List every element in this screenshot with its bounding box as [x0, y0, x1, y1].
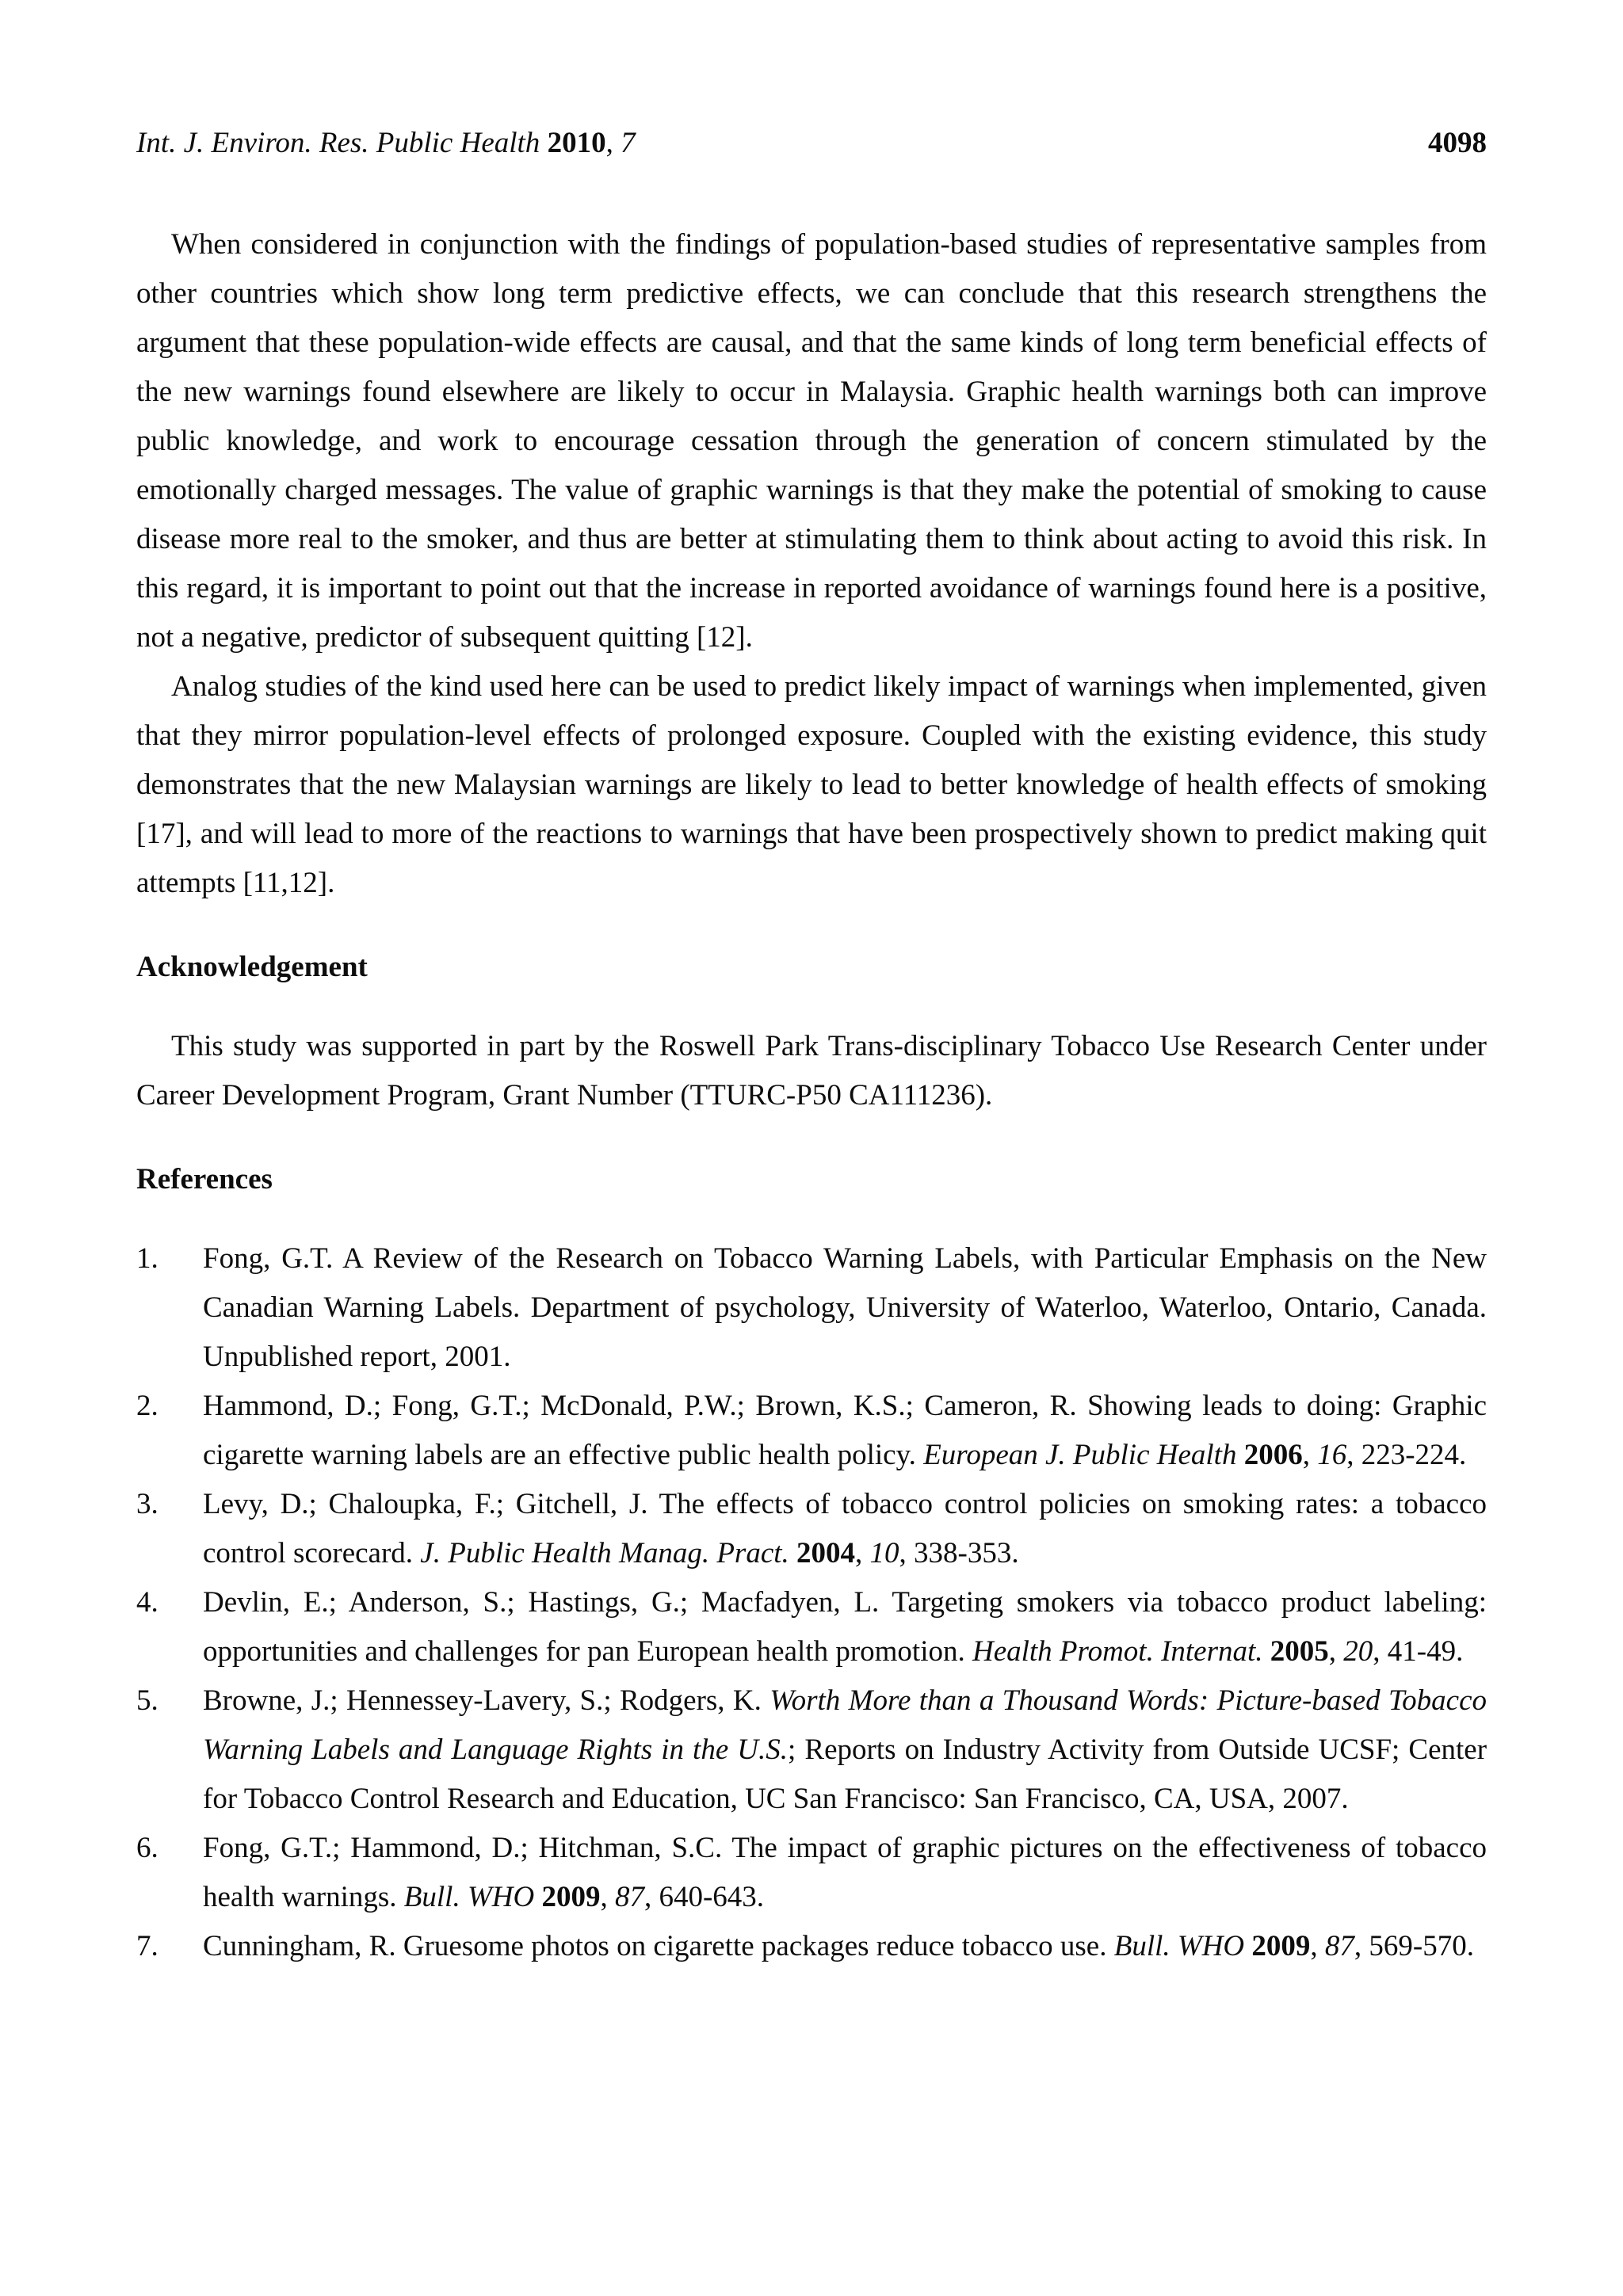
reference-text: Levy, D.; Chaloupka, F.; Gitchell, J. The effects of tobacco control policies on smoking rates: a tobacco control scorecard. J. Public Health Manag. Pract. 2004, 10, 338-353. — [203, 1488, 1487, 1569]
paragraph-1: When considered in conjunction with the findings of population-based studies of representative samples from other countries which show long term predictive effects, we can conclude that this research strengthens the argument that these population-wide effects are causal, and that the same kinds of long term beneficial effects of the new warnings found elsewhere are likely to occur in Malaysia. Graphic health warnings both can improve public knowledge, and work to encourage cessation through the generation of concern stimulated by the emotionally charged messages. The value of graphic warnings is that they make the potential of smoking to cause disease more real to the smoker, and thus are better at stimulating them to think about acting to avoid this risk. In this regard, it is important to point out that the increase in reported avoidance of warnings found here is a positive, not a negative, predictor of subsequent quitting [12]. — [136, 228, 1487, 654]
reference-number: 4. — [136, 1586, 158, 1619]
reference-number: 5. — [136, 1684, 158, 1717]
acknowledgement-paragraph: This study was supported in part by the Roswell Park Trans-disciplinary Tobacco Use Research Center under Career Development Program, Grant Number (TTURC-P50 CA111236). — [136, 1030, 1487, 1112]
reference-number: 2. — [136, 1390, 158, 1422]
reference-text: Devlin, E.; Anderson, S.; Hastings, G.; Macfadyen, L. Targeting smokers via tobacco product labeling: opportunities and challenges for pan European health promotion. Health Promot. Internat. 2005, 20, 41-49. — [203, 1586, 1487, 1668]
page-number: 4098 — [1428, 127, 1487, 159]
reference-number: 7. — [136, 1930, 158, 1962]
reference-item — [136, 1578, 1487, 1676]
reference-item — [136, 1922, 1487, 1971]
section-heading-acknowledgement: Acknowledgement — [136, 951, 368, 983]
page-header — [136, 119, 1487, 168]
reference-number: 3. — [136, 1488, 158, 1520]
reference-text: Hammond, D.; Fong, G.T.; McDonald, P.W.; Brown, K.S.; Cameron, R. Showing leads to doing: Graphic cigarette warning labels are an effective public health policy. European J. Public Health 2006, 16, 223-224. — [203, 1390, 1487, 1471]
reference-number: 6. — [136, 1832, 158, 1864]
reference-item — [136, 1234, 1487, 1382]
reference-item — [136, 1382, 1487, 1480]
reference-item — [136, 1824, 1487, 1922]
reference-text: Cunningham, R. Gruesome photos on cigarette packages reduce tobacco use. Bull. WHO 2009, 87, 569-570. — [203, 1930, 1474, 1962]
section-heading-references: References — [136, 1163, 273, 1196]
journal-citation: Int. J. Environ. Res. Public Health 2010, 7 — [136, 127, 636, 159]
article-body — [136, 220, 1487, 1971]
reference-text: Browne, J.; Hennessey-Lavery, S.; Rodgers, K. Worth More than a Thousand Words: Picture-based Tobacco Warning Labels and Language Rights in the U.S.; Reports on Industry Activity from Outside UCSF; Center for Tobacco Control Research and Education, UC San Francisco: San Francisco, CA, USA, 2007. — [203, 1684, 1487, 1815]
reference-list — [136, 1234, 1487, 1971]
reference-text: Fong, G.T. A Review of the Research on Tobacco Warning Labels, with Particular Emphasis on the New Canadian Warning Labels. Department of psychology, University of Waterloo, Waterloo, Ontario, Canada. Unpublished report, 2001. — [203, 1242, 1487, 1373]
paragraph-2: Analog studies of the kind used here can be used to predict likely impact of warnings when implemented, given that they mirror population-level effects of prolonged exposure. Coupled with the existing evidence, this study demonstrates that the new Malaysian warnings are likely to lead to better knowledge of health effects of smoking [17], and will lead to more of the reactions to warnings that have been prospectively shown to predict making quit attempts [11,12]. — [136, 670, 1487, 899]
reference-item — [136, 1676, 1487, 1824]
reference-number: 1. — [136, 1242, 158, 1275]
reference-text: Fong, G.T.; Hammond, D.; Hitchman, S.C. The impact of graphic pictures on the effectiveness of tobacco health warnings. Bull. WHO 2009, 87, 640-643. — [203, 1832, 1487, 1913]
reference-item — [136, 1480, 1487, 1578]
